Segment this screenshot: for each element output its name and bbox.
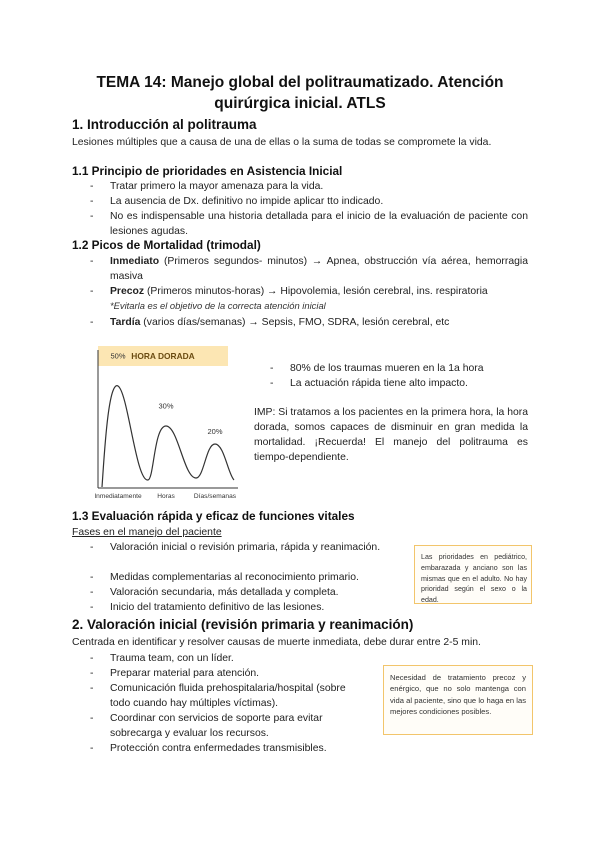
list-item-text: Tratar primero la mayor amenaza para la vida. [110, 181, 324, 192]
data-label-2: 20% [207, 426, 223, 436]
list-item-text: La ausencia de Dx. definitivo no impide aplicar tto indicado. [110, 196, 384, 207]
bullet-dash: - [90, 572, 94, 583]
chart-plot [92, 340, 242, 504]
list-item [270, 376, 528, 391]
bullet-dash: - [90, 196, 94, 207]
priorities-note-text: Las prioridades en pediátrico, embarazada y anciano son las mismas que en el adulto. No hay prioridad según el sexo o la edad. [421, 553, 527, 605]
list-item [90, 651, 370, 666]
data-label-1: 30% [158, 401, 174, 411]
list-item [90, 179, 528, 194]
list-item [90, 254, 528, 284]
treatment-note-text: Necesidad de tratamiento precoz y enérgico, que no solo mantenga con vida al paciente, sino que lo haga en las mejores condiciones posibles. [390, 673, 526, 716]
bullet-dash: - [90, 668, 94, 679]
list-item [90, 284, 528, 299]
list-item [90, 681, 370, 711]
phases-subheading: Fases en el manejo del paciente [72, 527, 222, 538]
section-heading-initial-assessment: 2. Valoración inicial (revisión primaria y reanimación) [72, 617, 414, 632]
priorities-note-box [414, 545, 532, 604]
list-item-text: Coordinar con servicios de soporte para evitar sobrecarga y evaluar los recursos. [110, 713, 323, 739]
section-heading-intro: 1. Introducción al politrauma [72, 117, 257, 132]
treatment-note-box [383, 665, 533, 735]
list-item-text: Protección contra enfermedades transmisibles. [110, 743, 327, 754]
golden-hour-chart [92, 340, 242, 504]
section-heading-mortality: 1.2 Picos de Mortalidad (trimodal) [72, 238, 261, 252]
x-tick-label-2: Días/semanas [193, 493, 237, 500]
bullet-dash: - [90, 317, 94, 328]
list-item-text: Inicio del tratamiento definitivo de las lesiones. [110, 602, 325, 613]
list-item [270, 361, 528, 376]
bullet-dash: - [90, 181, 94, 192]
bullet-dash: - [90, 211, 94, 222]
bullet-dash: - [270, 378, 274, 389]
bullet-dash: - [90, 587, 94, 598]
term-description: (varios días/semanas) → Sepsis, FMO, SDRA, lesión cerebral, etc [140, 317, 450, 328]
list-item-text: No es indispensable una historia detallada para el inicio de la evaluación de paciente con lesiones agudas. [110, 211, 528, 237]
list-item [90, 570, 408, 585]
bullet-dash: - [90, 713, 94, 724]
page-title: TEMA 14: Manejo global del politraumatizado. Atención quirúrgica inicial. ATLS [96, 74, 504, 112]
section-heading-priorities: 1.1 Principio de prioridades en Asistencia Inicial [72, 164, 343, 178]
list-item-text: Valoración inicial o revisión primaria, rápida y reanimación. [110, 542, 381, 553]
bullet-dash: - [90, 542, 94, 553]
intro-paragraph: Lesiones múltiples que a causa de una de ellas o la suma de todas se compromete la vida. [72, 137, 492, 148]
data-label-0: 50% [110, 351, 126, 361]
golden-hour-paragraph: IMP: Si tratamos a los pacientes en la primera hora, la hora dorada, somos capaces de disminuir en gran medida la mortalidad. ¡Recuerda! El manejo del politrauma es tiempo-dependiente. [254, 407, 528, 463]
list-item-text: Comunicación fluida prehospitalaria/hospital (sobre todo cuando hay múltiples víctimas). [110, 683, 346, 709]
list-item [90, 600, 408, 615]
list-item [90, 315, 528, 330]
list-item-text: La actuación rápida tiene alto impacto. [290, 378, 468, 389]
bullet-dash: - [90, 256, 94, 267]
bullet-dash: - [90, 286, 94, 297]
term-description: (Primeros minutos-horas) → Hipovolemia, lesión cerebral, ins. respiratoria [144, 286, 488, 297]
initial-assessment-paragraph: Centrada en identificar y resolver causas de muerte inmediata, debe durar entre 2-5 min. [72, 637, 481, 648]
list-item-text: Valoración secundaria, más detallada y completa. [110, 587, 339, 598]
x-tick-label-1: Horas [157, 493, 175, 500]
mortality-note: *Evitarla es el objetivo de la correcta atención inicial [110, 300, 326, 311]
list-item-text [110, 284, 528, 299]
bullet-dash: - [90, 653, 94, 664]
list-item-text [110, 315, 528, 330]
list-item [90, 741, 370, 756]
list-item [90, 666, 370, 681]
term-tardia: Tardía [110, 317, 141, 328]
term-precoz: Precoz [110, 286, 145, 297]
bullet-dash: - [90, 743, 94, 754]
list-item-text: Medidas complementarias al reconocimiento primario. [110, 572, 359, 583]
list-item [90, 209, 528, 239]
section-heading-evaluation: 1.3 Evaluación rápida y eficaz de funciones vitales [72, 509, 355, 523]
list-item-text [110, 254, 528, 284]
chart-title: HORA DORADA [98, 346, 228, 366]
term-description: (Primeros segundos- minutos) → Apnea, obstrucción vía aérea, hemorragia masiva [110, 256, 528, 282]
list-item [90, 711, 370, 741]
bullet-dash: - [270, 363, 274, 374]
bullet-dash: - [90, 683, 94, 694]
list-item-text: Trauma team, con un líder. [110, 653, 234, 664]
x-tick-label-0: Inmediatamente [94, 493, 142, 500]
term-inmediato: Inmediato [110, 256, 160, 267]
list-item [90, 585, 408, 600]
list-item-text: Preparar material para atención. [110, 668, 260, 679]
list-item [90, 540, 408, 570]
list-item [90, 194, 528, 209]
list-item-text: 80% de los traumas mueren en la 1a hora [290, 363, 484, 374]
bullet-dash: - [90, 602, 94, 613]
